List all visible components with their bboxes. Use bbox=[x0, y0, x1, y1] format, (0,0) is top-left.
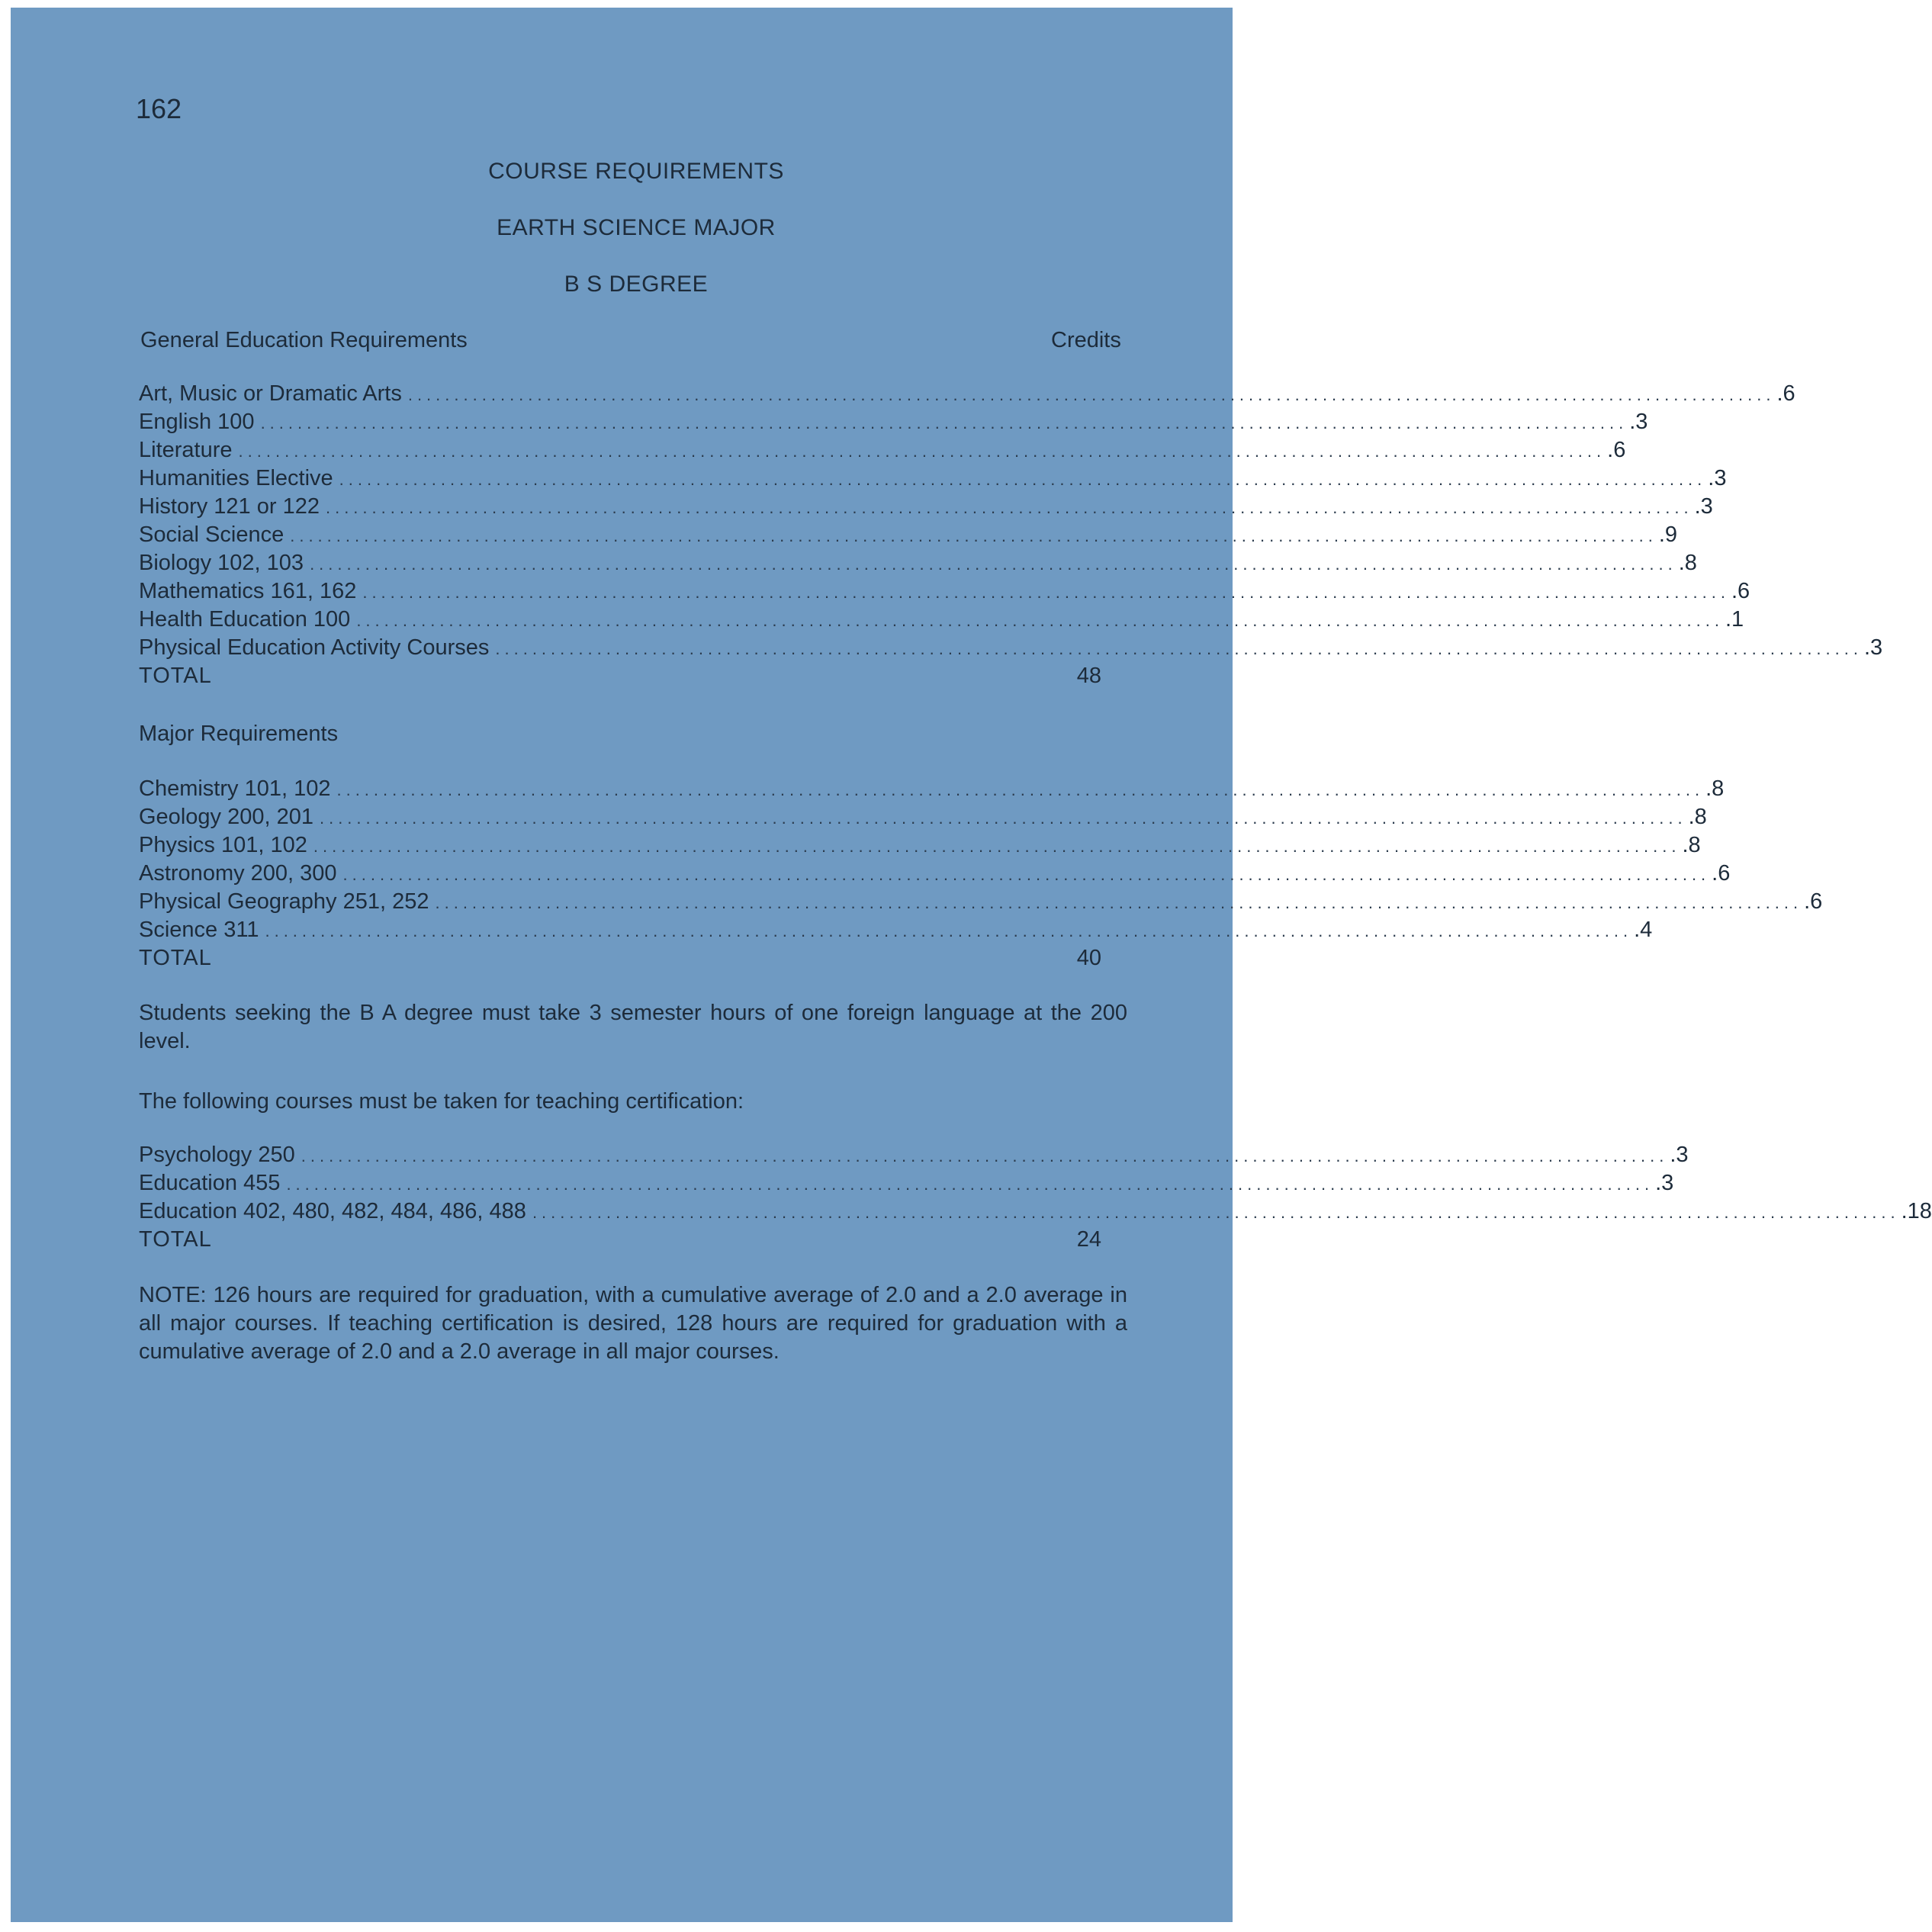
list-item bbox=[139, 803, 1707, 831]
leader-dots: .................................................................................................................................................... bbox=[319, 808, 1687, 828]
course-credits: .8 bbox=[1682, 833, 1701, 857]
list-item bbox=[139, 606, 1744, 634]
total-row bbox=[139, 1226, 1101, 1254]
course-name: History 121 or 122 bbox=[139, 494, 320, 519]
course-name: Astronomy 200, 300 bbox=[139, 861, 337, 886]
course-credits: .6 bbox=[1776, 381, 1795, 406]
course-credits: .3 bbox=[1694, 494, 1713, 519]
course-name: Mathematics 161, 162 bbox=[139, 579, 357, 603]
course-name: Psychology 250 bbox=[139, 1143, 295, 1167]
leader-dots: .................................................................................................................................................... bbox=[362, 583, 1730, 602]
leader-dots: .................................................................................................................................................... bbox=[495, 639, 1863, 658]
list-item bbox=[139, 549, 1697, 577]
leader-dots: .................................................................................................................................................... bbox=[325, 498, 1693, 517]
course-credits: .8 bbox=[1688, 805, 1707, 829]
leader-dots: .................................................................................................................................................... bbox=[407, 385, 1776, 404]
catalog-page bbox=[11, 8, 1932, 1922]
course-name: Physical Geography 251, 252 bbox=[139, 889, 429, 914]
course-credits: .8 bbox=[1705, 776, 1725, 801]
leader-dots: .................................................................................................................................................... bbox=[290, 526, 1657, 545]
list-item bbox=[139, 1197, 1932, 1226]
leader-dots: .................................................................................................................................................... bbox=[342, 865, 1711, 884]
total-value: 24 bbox=[1076, 1227, 1101, 1252]
leader-dots: .................................................................................................................................................... bbox=[356, 611, 1724, 630]
leader-dots: .................................................................................................................................................... bbox=[310, 555, 1677, 574]
leader-dots: .................................................................................................................................................... bbox=[301, 1146, 1669, 1165]
total-label: TOTAL bbox=[139, 664, 212, 688]
total-value: 48 bbox=[1076, 664, 1101, 688]
total-label: TOTAL bbox=[139, 1227, 212, 1252]
leader-dots: .................................................................................................................................................... bbox=[336, 780, 1705, 799]
page-number: 162 bbox=[136, 93, 182, 124]
list-item bbox=[139, 775, 1725, 803]
credits-header: Credits bbox=[1051, 328, 1121, 352]
leader-dots: .................................................................................................................................................... bbox=[532, 1203, 1900, 1222]
leader-dots: .................................................................................................................................................... bbox=[265, 921, 1633, 940]
course-name: Literature bbox=[139, 438, 233, 462]
leader-dots: .................................................................................................................................................... bbox=[313, 837, 1681, 856]
leader-dots: .................................................................................................................................................... bbox=[260, 413, 1628, 432]
list-item bbox=[139, 916, 1653, 944]
major-heading: EARTH SCIENCE MAJOR bbox=[497, 215, 776, 240]
list-item bbox=[139, 1141, 1689, 1169]
course-name: Science 311 bbox=[139, 918, 259, 942]
list-item bbox=[139, 408, 1648, 436]
course-name: Physical Education Activity Courses bbox=[139, 635, 490, 660]
list-item bbox=[139, 831, 1701, 860]
course-credits: .18 bbox=[1901, 1199, 1932, 1223]
course-name: Humanities Elective bbox=[139, 466, 333, 490]
course-name: Physics 101, 102 bbox=[139, 833, 307, 857]
course-credits: .6 bbox=[1607, 438, 1626, 462]
course-name: Geology 200, 201 bbox=[139, 805, 313, 829]
list-item bbox=[139, 436, 1626, 465]
course-name: Health Education 100 bbox=[139, 607, 351, 632]
list-item bbox=[139, 1169, 1674, 1197]
ba-degree-note: Students seeking the B A degree must take 3 semester hours of one foreign language at the 200 level. bbox=[139, 1001, 1127, 1053]
course-credits: .3 bbox=[1864, 635, 1883, 660]
course-name: Chemistry 101, 102 bbox=[139, 776, 331, 801]
total-row bbox=[139, 662, 1101, 690]
course-credits: .6 bbox=[1712, 861, 1731, 886]
list-item bbox=[139, 860, 1731, 888]
course-name: Biology 102, 103 bbox=[139, 551, 304, 575]
total-value: 40 bbox=[1076, 946, 1101, 970]
total-row bbox=[139, 944, 1101, 972]
course-name: English 100 bbox=[139, 410, 255, 434]
course-credits: .3 bbox=[1629, 410, 1648, 434]
course-credits: .6 bbox=[1804, 889, 1823, 914]
course-name: Social Science bbox=[139, 522, 284, 547]
list-item bbox=[139, 634, 1883, 662]
certification-list bbox=[139, 1141, 1932, 1254]
course-credits: .8 bbox=[1678, 551, 1697, 575]
leader-dots: .................................................................................................................................................... bbox=[435, 893, 1803, 912]
course-credits: .3 bbox=[1708, 466, 1727, 490]
course-credits: .9 bbox=[1658, 522, 1678, 547]
list-item bbox=[139, 888, 1823, 916]
certification-intro: The following courses must be taken for teaching certification: bbox=[139, 1089, 744, 1114]
leader-dots: .................................................................................................................................................... bbox=[238, 442, 1606, 461]
course-credits: .3 bbox=[1655, 1171, 1674, 1195]
course-name: Education 402, 480, 482, 484, 486, 488 bbox=[139, 1199, 526, 1223]
leader-dots: .................................................................................................................................................... bbox=[286, 1175, 1654, 1194]
list-item bbox=[139, 465, 1727, 493]
graduation-note: NOTE: 126 hours are required for graduation, with a cumulative average of 2.0 and a 2.0 average in all major courses. If teaching certification is desired, 128 hours are required for graduation with a cumulative average of 2.0 and a 2.0 average in all major courses. bbox=[139, 1283, 1127, 1364]
general-education-label: General Education Requirements bbox=[140, 328, 468, 352]
course-name: Art, Music or Dramatic Arts bbox=[139, 381, 402, 406]
total-label: TOTAL bbox=[139, 946, 212, 970]
list-item bbox=[139, 380, 1795, 408]
leader-dots: .................................................................................................................................................... bbox=[339, 470, 1707, 489]
page-title: COURSE REQUIREMENTS bbox=[488, 159, 784, 184]
course-credits: .4 bbox=[1634, 918, 1653, 942]
list-item bbox=[139, 493, 1713, 521]
course-credits: .6 bbox=[1731, 579, 1750, 603]
course-name: Education 455 bbox=[139, 1171, 281, 1195]
major-requirements-list bbox=[139, 775, 1823, 972]
course-credits: .1 bbox=[1725, 607, 1744, 632]
degree-heading: B S DEGREE bbox=[564, 272, 709, 297]
list-item bbox=[139, 577, 1750, 606]
course-credits: .3 bbox=[1670, 1143, 1689, 1167]
major-requirements-label: Major Requirements bbox=[139, 722, 339, 746]
general-education-list bbox=[139, 380, 1883, 690]
list-item bbox=[139, 521, 1678, 549]
